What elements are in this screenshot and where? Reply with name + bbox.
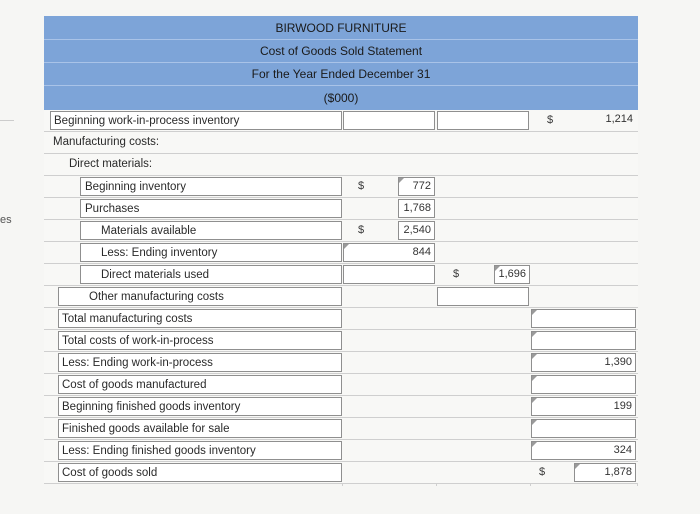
table-row <box>44 220 638 242</box>
row-label-beginning-wip: Beginning work-in-process inventory <box>50 111 342 130</box>
input-total-manufacturing-costs[interactable] <box>531 309 636 328</box>
table-row <box>44 352 638 374</box>
input-beginning-inventory[interactable]: 772 <box>398 177 435 196</box>
row-label-materials-available: Materials available <box>80 221 342 240</box>
row-label-total-manufacturing-costs: Total manufacturing costs <box>58 309 342 328</box>
row-label-direct-materials-used: Direct materials used <box>80 265 342 284</box>
row-label-fg-available: Finished goods available for sale <box>58 419 342 438</box>
input-direct-materials-used-col1[interactable] <box>343 265 435 284</box>
row-label-direct-materials: Direct materials: <box>69 158 153 170</box>
row-label-less-ending-fg: Less: Ending finished goods inventory <box>58 441 342 460</box>
row-label-less-ending-inventory: Less: Ending inventory <box>80 243 342 262</box>
input-direct-materials-used[interactable]: 1,696 <box>494 265 530 284</box>
input-other-manufacturing-costs[interactable] <box>437 287 529 306</box>
statement-title: Cost of Goods Sold Statement <box>259 44 423 58</box>
dollar-sign: $ <box>539 466 546 478</box>
table-row <box>44 462 638 484</box>
dollar-sign: $ <box>358 224 365 236</box>
edge-divider <box>0 120 14 121</box>
statement-period: For the Year Ended December 31 <box>251 67 431 81</box>
table-row <box>44 308 638 330</box>
row-label-less-ending-wip: Less: Ending work-in-process <box>58 353 342 372</box>
input-less-ending-fg[interactable]: 324 <box>531 441 636 460</box>
table-row <box>44 132 638 154</box>
statement-units: ($000) <box>323 91 359 105</box>
table-row <box>44 286 638 308</box>
input-materials-available[interactable]: 2,540 <box>398 221 435 240</box>
cogs-statement <box>44 16 638 486</box>
edge-label: es <box>0 214 12 226</box>
company-name: BIRWOOD FURNITURE <box>275 21 407 35</box>
row-label-beginning-inventory: Beginning inventory <box>80 177 342 196</box>
row-label-manufacturing-costs: Manufacturing costs: <box>53 136 160 148</box>
input-cogs[interactable]: 1,878 <box>574 463 636 482</box>
row-label-beginning-fg: Beginning finished goods inventory <box>58 397 342 416</box>
table-row <box>44 440 638 462</box>
input-less-ending-inventory[interactable]: 844 <box>343 243 435 262</box>
row-label-purchases: Purchases <box>80 199 342 218</box>
dollar-sign: $ <box>547 114 554 126</box>
statement-header <box>44 16 638 110</box>
table-row <box>44 242 638 264</box>
input-beginning-wip-col1[interactable] <box>343 111 435 130</box>
input-purchases[interactable]: 1,768 <box>398 199 435 218</box>
value-beginning-wip: 1,214 <box>605 113 633 125</box>
table-row <box>44 264 638 286</box>
row-label-cogs: Cost of goods sold <box>58 463 342 482</box>
table-row <box>44 154 638 176</box>
table-row <box>44 176 638 198</box>
input-fg-available[interactable] <box>531 419 636 438</box>
input-beginning-fg[interactable]: 199 <box>531 397 636 416</box>
input-beginning-wip-col2[interactable] <box>437 111 529 130</box>
table-row <box>44 110 638 132</box>
input-less-ending-wip[interactable]: 1,390 <box>531 353 636 372</box>
table-row <box>44 330 638 352</box>
table-row <box>44 418 638 440</box>
dollar-sign: $ <box>358 180 365 192</box>
input-cogm[interactable] <box>531 375 636 394</box>
table-row <box>44 198 638 220</box>
row-label-cogm: Cost of goods manufactured <box>58 375 342 394</box>
table-row <box>44 374 638 396</box>
table-row <box>44 396 638 418</box>
input-total-costs-wip[interactable] <box>531 331 636 350</box>
dollar-sign: $ <box>453 268 460 280</box>
row-label-total-costs-wip: Total costs of work-in-process <box>58 331 342 350</box>
row-label-other-manufacturing-costs: Other manufacturing costs <box>58 287 342 306</box>
